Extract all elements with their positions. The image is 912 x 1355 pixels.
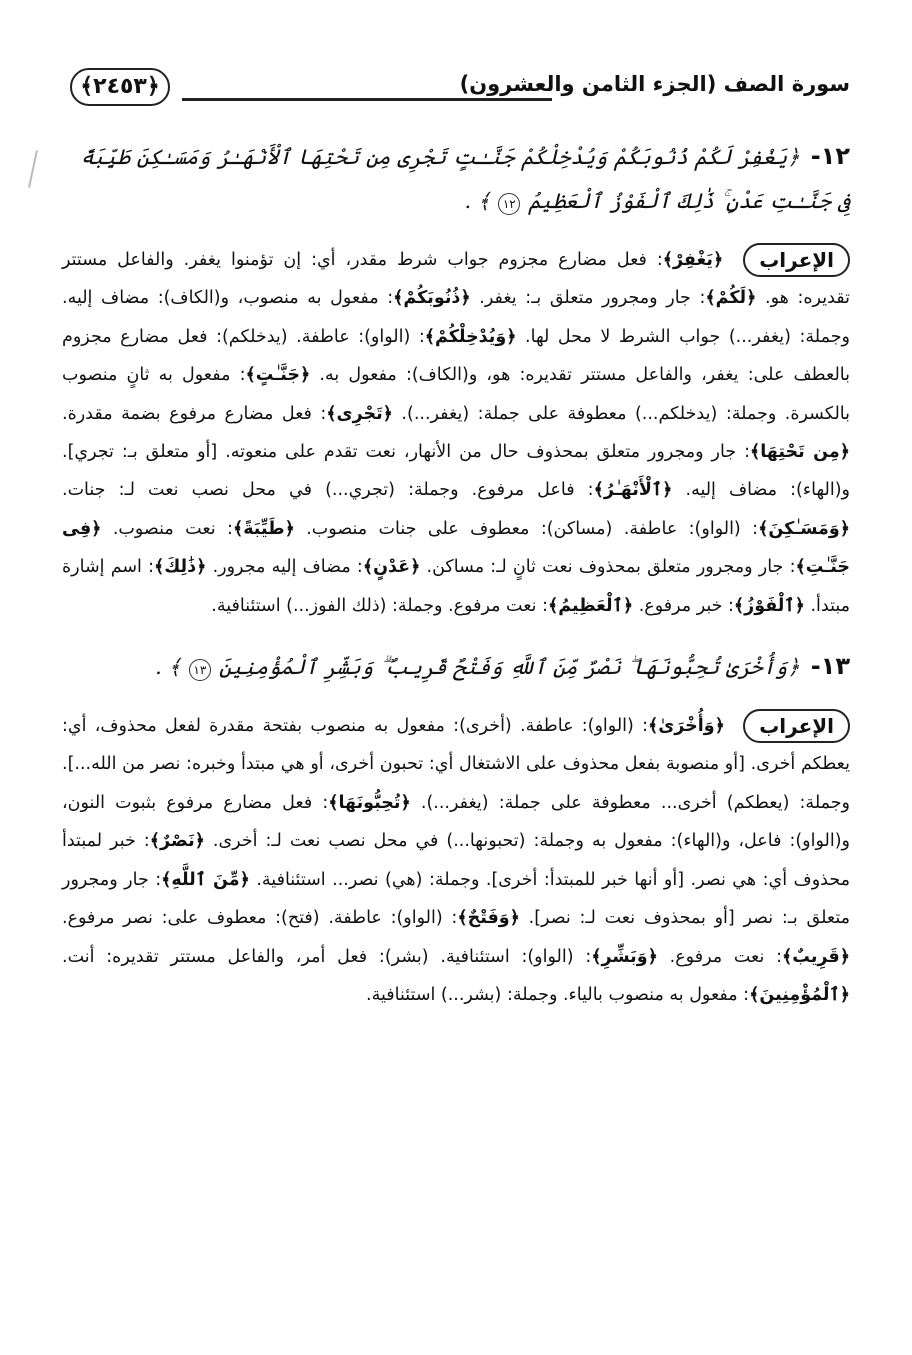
irab-body [62, 716, 850, 1005]
irab-text: : مضاف إليه مجرور. [206, 557, 363, 578]
irab-text: : خبر لمبتدأ محذوف أي: هي نصر. [أو أنها خبر للمبتدأ: أخرى]. وجملة: (هي) نصر... استئنافية. [62, 831, 850, 890]
ayah-end-mark: ١٣ [189, 659, 211, 681]
irab-text: : اسم إشارة مبتدأ. [62, 557, 850, 616]
irab-section-12 [62, 241, 850, 625]
verse-closing: ﴾ . [464, 189, 491, 213]
quoted-word: ﴿وَأُخْرَىٰ﴾ [648, 716, 725, 737]
quoted-word: ﴿عَدْنٍ﴾ [362, 557, 421, 578]
quoted-word: ﴿وَمَسَـٰكِنَ﴾ [758, 518, 850, 539]
quoted-word: ﴿فِى جَنَّـٰتِ﴾ [62, 518, 851, 578]
quoted-word: ﴿ذُنُوبَكُمْ﴾ [393, 288, 471, 309]
quoted-word: ﴿ٱلْعَظِيمُ﴾ [548, 595, 634, 616]
verse-closing: ﴾ . [155, 655, 181, 680]
quoted-word: ﴿ذَٰلِكَ﴾ [154, 557, 207, 578]
quoted-word: ﴿مِن تَحْتِهَا﴾ [749, 442, 850, 463]
quoted-word: ﴿طَيِّبَةً﴾ [232, 518, 295, 539]
irab-text: : (الواو): عاطفة. (مساكن): معطوف على جنات منصوب. [294, 518, 759, 539]
irab-text: : (الواو): عاطفة. (فتح): معطوف على: نصر مرفوع. [62, 908, 458, 929]
surah-title: سورة الصف (الجزء الثامن والعشرون) [459, 72, 850, 96]
verse-number: ١٢- [810, 142, 850, 170]
irab-text: : مفعول به ثانٍ منصوب بالكسرة. وجملة: (يدخلكم...) معطوفة على جملة: (يغفر...). [62, 365, 850, 424]
quoted-word: ﴿قَرِيبٌ﴾ [782, 946, 850, 967]
irab-text: : (الواو): عاطفة. (أخرى): مفعول به منصوب بفتحة مقدرة لفعل محذوف، أي: يعطكم أخرى. [أو منصوبة بفعل محذوف على الاشتغال أي: تحبون أخرى، أو هي مبتدأ وخبره: نصر من الله...]. وجملة: (يعطكم) أخرى... معطوفة على جملة: (يغفر...). [62, 716, 850, 813]
quoted-word: ﴿ٱلْأَنْهَـٰرُ﴾ [593, 480, 673, 501]
page-content [62, 135, 850, 1034]
irab-text: : خبر مرفوع. [633, 595, 734, 616]
irab-text: : نعت مرفوع. وجملة: (ذلك الفوز...) استئنافية. [211, 595, 548, 616]
quoted-word: ﴿جَنَّـٰتٍ﴾ [245, 365, 311, 386]
verse-12 [62, 135, 850, 223]
quoted-word: ﴿تُحِبُّونَهَا﴾ [328, 792, 411, 813]
irab-text: : نعت مرفوع. [657, 946, 783, 967]
quoted-word: ﴿تَجْرِى﴾ [326, 403, 393, 424]
verse-text: ﴿يَغْفِرْ لَكُمْ ذُنُوبَكُمْ وَيُدْخِلْكُمْ جَنَّـٰتٍ تَجْرِى مِن تَحْتِهَا ٱلْأَنْهَـٰرُ وَمَسَـٰكِنَ طَيِّبَةً فِى جَنَّـٰتِ عَدْنٍ ۚ ذَٰلِكَ ٱلْفَوْزُ ٱلْعَظِيمُ [80, 145, 850, 213]
page-number: ﴿٢٤٥٣﴾ [70, 68, 170, 106]
quoted-word: ﴿مِّنَ ٱللَّهِ﴾ [161, 869, 250, 890]
quoted-word: ﴿يَغْفِرْ﴾ [662, 250, 724, 270]
quoted-word: ﴿ٱلْمُؤْمِنِينَ﴾ [749, 984, 850, 1005]
verse-text: ﴿وَأُخْرَىٰ تُحِبُّونَهَا ۖ نَصْرٌ مِّنَ ٱللَّهِ وَفَتْحٌ قَرِيبٌ ۗ وَبَشِّرِ ٱلْمُؤْمِنِينَ [218, 655, 800, 680]
quoted-word: ﴿نَصْرٌ﴾ [149, 831, 205, 852]
irab-label: الإعراب [743, 709, 850, 743]
quoted-word: ﴿لَكُمْ﴾ [705, 288, 757, 309]
irab-text: : فاعل مرفوع. وجملة: (تجري...) في محل نصب نعت لـ: جنات. [62, 480, 594, 501]
irab-text: : جار ومجرور متعلق بمحذوف حال من الأنهار، نعت تقدم على منعوته. [أو متعلق بـ: تجري]. و(الهاء): مضاف إليه. [62, 442, 850, 501]
irab-text: : جار ومجرور متعلق بـ: يغفر. [470, 288, 706, 309]
irab-text: : جار ومجرور متعلق بـ: نصر [أو بمحذوف نعت لـ: نصر]. [62, 869, 851, 929]
irab-label: الإعراب [743, 243, 850, 277]
ayah-end-mark: ١٢ [498, 193, 520, 215]
quoted-word: ﴿وَفَتْحٌ﴾ [457, 908, 520, 929]
quoted-word: ﴿ٱلْفَوْزُ﴾ [733, 595, 805, 616]
irab-text: : مفعول به منصوب بالياء. وجملة: (بشر...) استئنافية. [366, 984, 750, 1005]
irab-body [62, 250, 850, 616]
verse-number: ١٣- [810, 652, 850, 681]
irab-text: : مفعول به منصوب، و(الكاف): مضاف إليه. وجملة: (يغفر...) جواب الشرط لا محل لها. [62, 288, 850, 347]
verse-13 [62, 645, 850, 689]
irab-text: : نعت منصوب. [101, 518, 233, 539]
irab-text: : (الواو): استئنافية. (بشر): فعل أمر، والفاعل مستتر تقديره: أنت. [62, 946, 592, 967]
irab-text: : جار ومجرور متعلق بمحذوف نعت ثانٍ لـ: مساكن. [420, 557, 796, 578]
irab-section-13 [62, 707, 850, 1014]
irab-text: : (الواو): عاطفة. (يدخلكم): فعل مضارع مجزوم بالعطف على: يغفر، والفاعل مستتر تقديره: هو، و(الكاف): مفعول به. [62, 326, 850, 386]
page-header [70, 62, 850, 110]
irab-text: : فعل مضارع مجزوم جواب شرط مقدر، أي: إن تؤمنوا يغفر. والفاعل مستتر تقديره: هو. [62, 250, 850, 309]
irab-text: : فعل مضارع مرفوع بضمة مقدرة. [62, 403, 327, 424]
margin-pen-mark [28, 150, 38, 188]
quoted-word: ﴿وَبَشِّرِ﴾ [591, 946, 658, 967]
quoted-word: ﴿وَيُدْخِلْكُمْ﴾ [424, 326, 517, 347]
header-rule [182, 98, 552, 101]
irab-text: : فعل مضارع مرفوع بثبوت النون، و(الواو): فاعل، و(الهاء): مفعول به وجملة: (تحبونها...) في محل نصب نعت لـ: أخرى. [62, 792, 850, 852]
